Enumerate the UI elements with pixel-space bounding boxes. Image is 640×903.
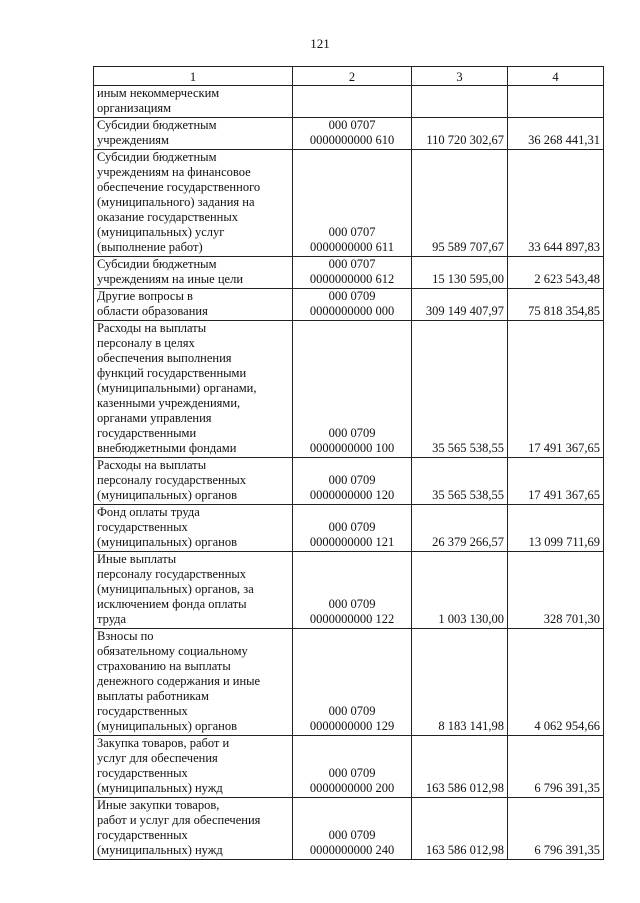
row-name-cell: Иные закупки товаров, работ и услуг для обеспечения государственных (муниципальных) нужд: [94, 798, 293, 860]
page-number: 121: [310, 36, 330, 51]
row-amount-col3-cell: 95 589 707,67: [412, 150, 508, 257]
row-code-cell: 000 0707 0000000000 610: [293, 118, 412, 150]
row-name-cell: Взносы по обязательному социальному страхованию на выплаты денежного содержания и иные выплаты работникам государственных (муниципальных) органов: [94, 629, 293, 736]
row-name-cell: Субсидии бюджетным учреждениям на финансовое обеспечение государственного (муниципального) задания на оказание государственных (муниципальных) услуг (выполнение работ): [94, 150, 293, 257]
row-amount-col4-cell: 33 644 897,83: [508, 150, 604, 257]
row-amount-col4-cell: [508, 86, 604, 118]
row-name-cell: Иные выплаты персоналу государственных (муниципальных) органов, за исключением фонда оплаты труда: [94, 552, 293, 629]
row-code-cell: 000 0709 0000000000 200: [293, 736, 412, 798]
table-row: [94, 736, 604, 798]
row-amount-col3-cell: 163 586 012,98: [412, 798, 508, 860]
row-amount-col4-cell: 75 818 354,85: [508, 289, 604, 321]
row-code-cell: 000 0709 0000000000 121: [293, 505, 412, 552]
row-amount-col3-cell: 35 565 538,55: [412, 458, 508, 505]
column-header-3: 3: [412, 67, 508, 86]
table-row: [94, 118, 604, 150]
row-name-cell: Субсидии бюджетным учреждениям на иные цели: [94, 257, 293, 289]
row-amount-col3-cell: 163 586 012,98: [412, 736, 508, 798]
row-name-cell: Расходы на выплаты персоналу в целях обеспечения выполнения функций государственными (муниципальными) органами, казенными учреждениями, органами управления государственными внебюджетными фондами: [94, 321, 293, 458]
table-row: [94, 257, 604, 289]
table-row: [94, 458, 604, 505]
column-header-2: 2: [293, 67, 412, 86]
row-code-cell: 000 0709 0000000000 100: [293, 321, 412, 458]
row-amount-col4-cell: 6 796 391,35: [508, 798, 604, 860]
table-row: [94, 629, 604, 736]
row-name-cell: Закупка товаров, работ и услуг для обеспечения государственных (муниципальных) нужд: [94, 736, 293, 798]
table-row: [94, 321, 604, 458]
table-row: [94, 86, 604, 118]
row-amount-col4-cell: 6 796 391,35: [508, 736, 604, 798]
row-amount-col3-cell: [412, 86, 508, 118]
row-amount-col3-cell: 26 379 266,57: [412, 505, 508, 552]
row-code-cell: 000 0709 0000000000 120: [293, 458, 412, 505]
row-code-cell: 000 0709 0000000000 240: [293, 798, 412, 860]
row-code-cell: [293, 86, 412, 118]
table-body: [94, 86, 604, 860]
table-row: [94, 552, 604, 629]
table-row: [94, 505, 604, 552]
column-header-4: 4: [508, 67, 604, 86]
row-amount-col4-cell: 328 701,30: [508, 552, 604, 629]
table-row: [94, 150, 604, 257]
header-row: [94, 67, 604, 86]
column-header-1: 1: [94, 67, 293, 86]
row-name-cell: Расходы на выплаты персоналу государственных (муниципальных) органов: [94, 458, 293, 505]
row-code-cell: 000 0709 0000000000 129: [293, 629, 412, 736]
row-amount-col3-cell: 1 003 130,00: [412, 552, 508, 629]
row-amount-col3-cell: 309 149 407,97: [412, 289, 508, 321]
row-name-cell: иным некоммерческим организациям: [94, 86, 293, 118]
row-amount-col3-cell: 8 183 141,98: [412, 629, 508, 736]
row-amount-col3-cell: 110 720 302,67: [412, 118, 508, 150]
row-amount-col3-cell: 15 130 595,00: [412, 257, 508, 289]
table-row: [94, 289, 604, 321]
row-amount-col4-cell: 2 623 543,48: [508, 257, 604, 289]
row-code-cell: 000 0709 0000000000 122: [293, 552, 412, 629]
row-code-cell: 000 0707 0000000000 611: [293, 150, 412, 257]
row-code-cell: 000 0709 0000000000 000: [293, 289, 412, 321]
row-name-cell: Другие вопросы в области образования: [94, 289, 293, 321]
row-amount-col4-cell: 13 099 711,69: [508, 505, 604, 552]
row-name-cell: Фонд оплаты труда государственных (муниципальных) органов: [94, 505, 293, 552]
row-amount-col4-cell: 4 062 954,66: [508, 629, 604, 736]
row-code-cell: 000 0707 0000000000 612: [293, 257, 412, 289]
row-amount-col4-cell: 17 491 367,65: [508, 321, 604, 458]
row-name-cell: Субсидии бюджетным учреждениям: [94, 118, 293, 150]
row-amount-col3-cell: 35 565 538,55: [412, 321, 508, 458]
row-amount-col4-cell: 36 268 441,31: [508, 118, 604, 150]
row-amount-col4-cell: 17 491 367,65: [508, 458, 604, 505]
budget-table: [93, 66, 604, 860]
table-row: [94, 798, 604, 860]
